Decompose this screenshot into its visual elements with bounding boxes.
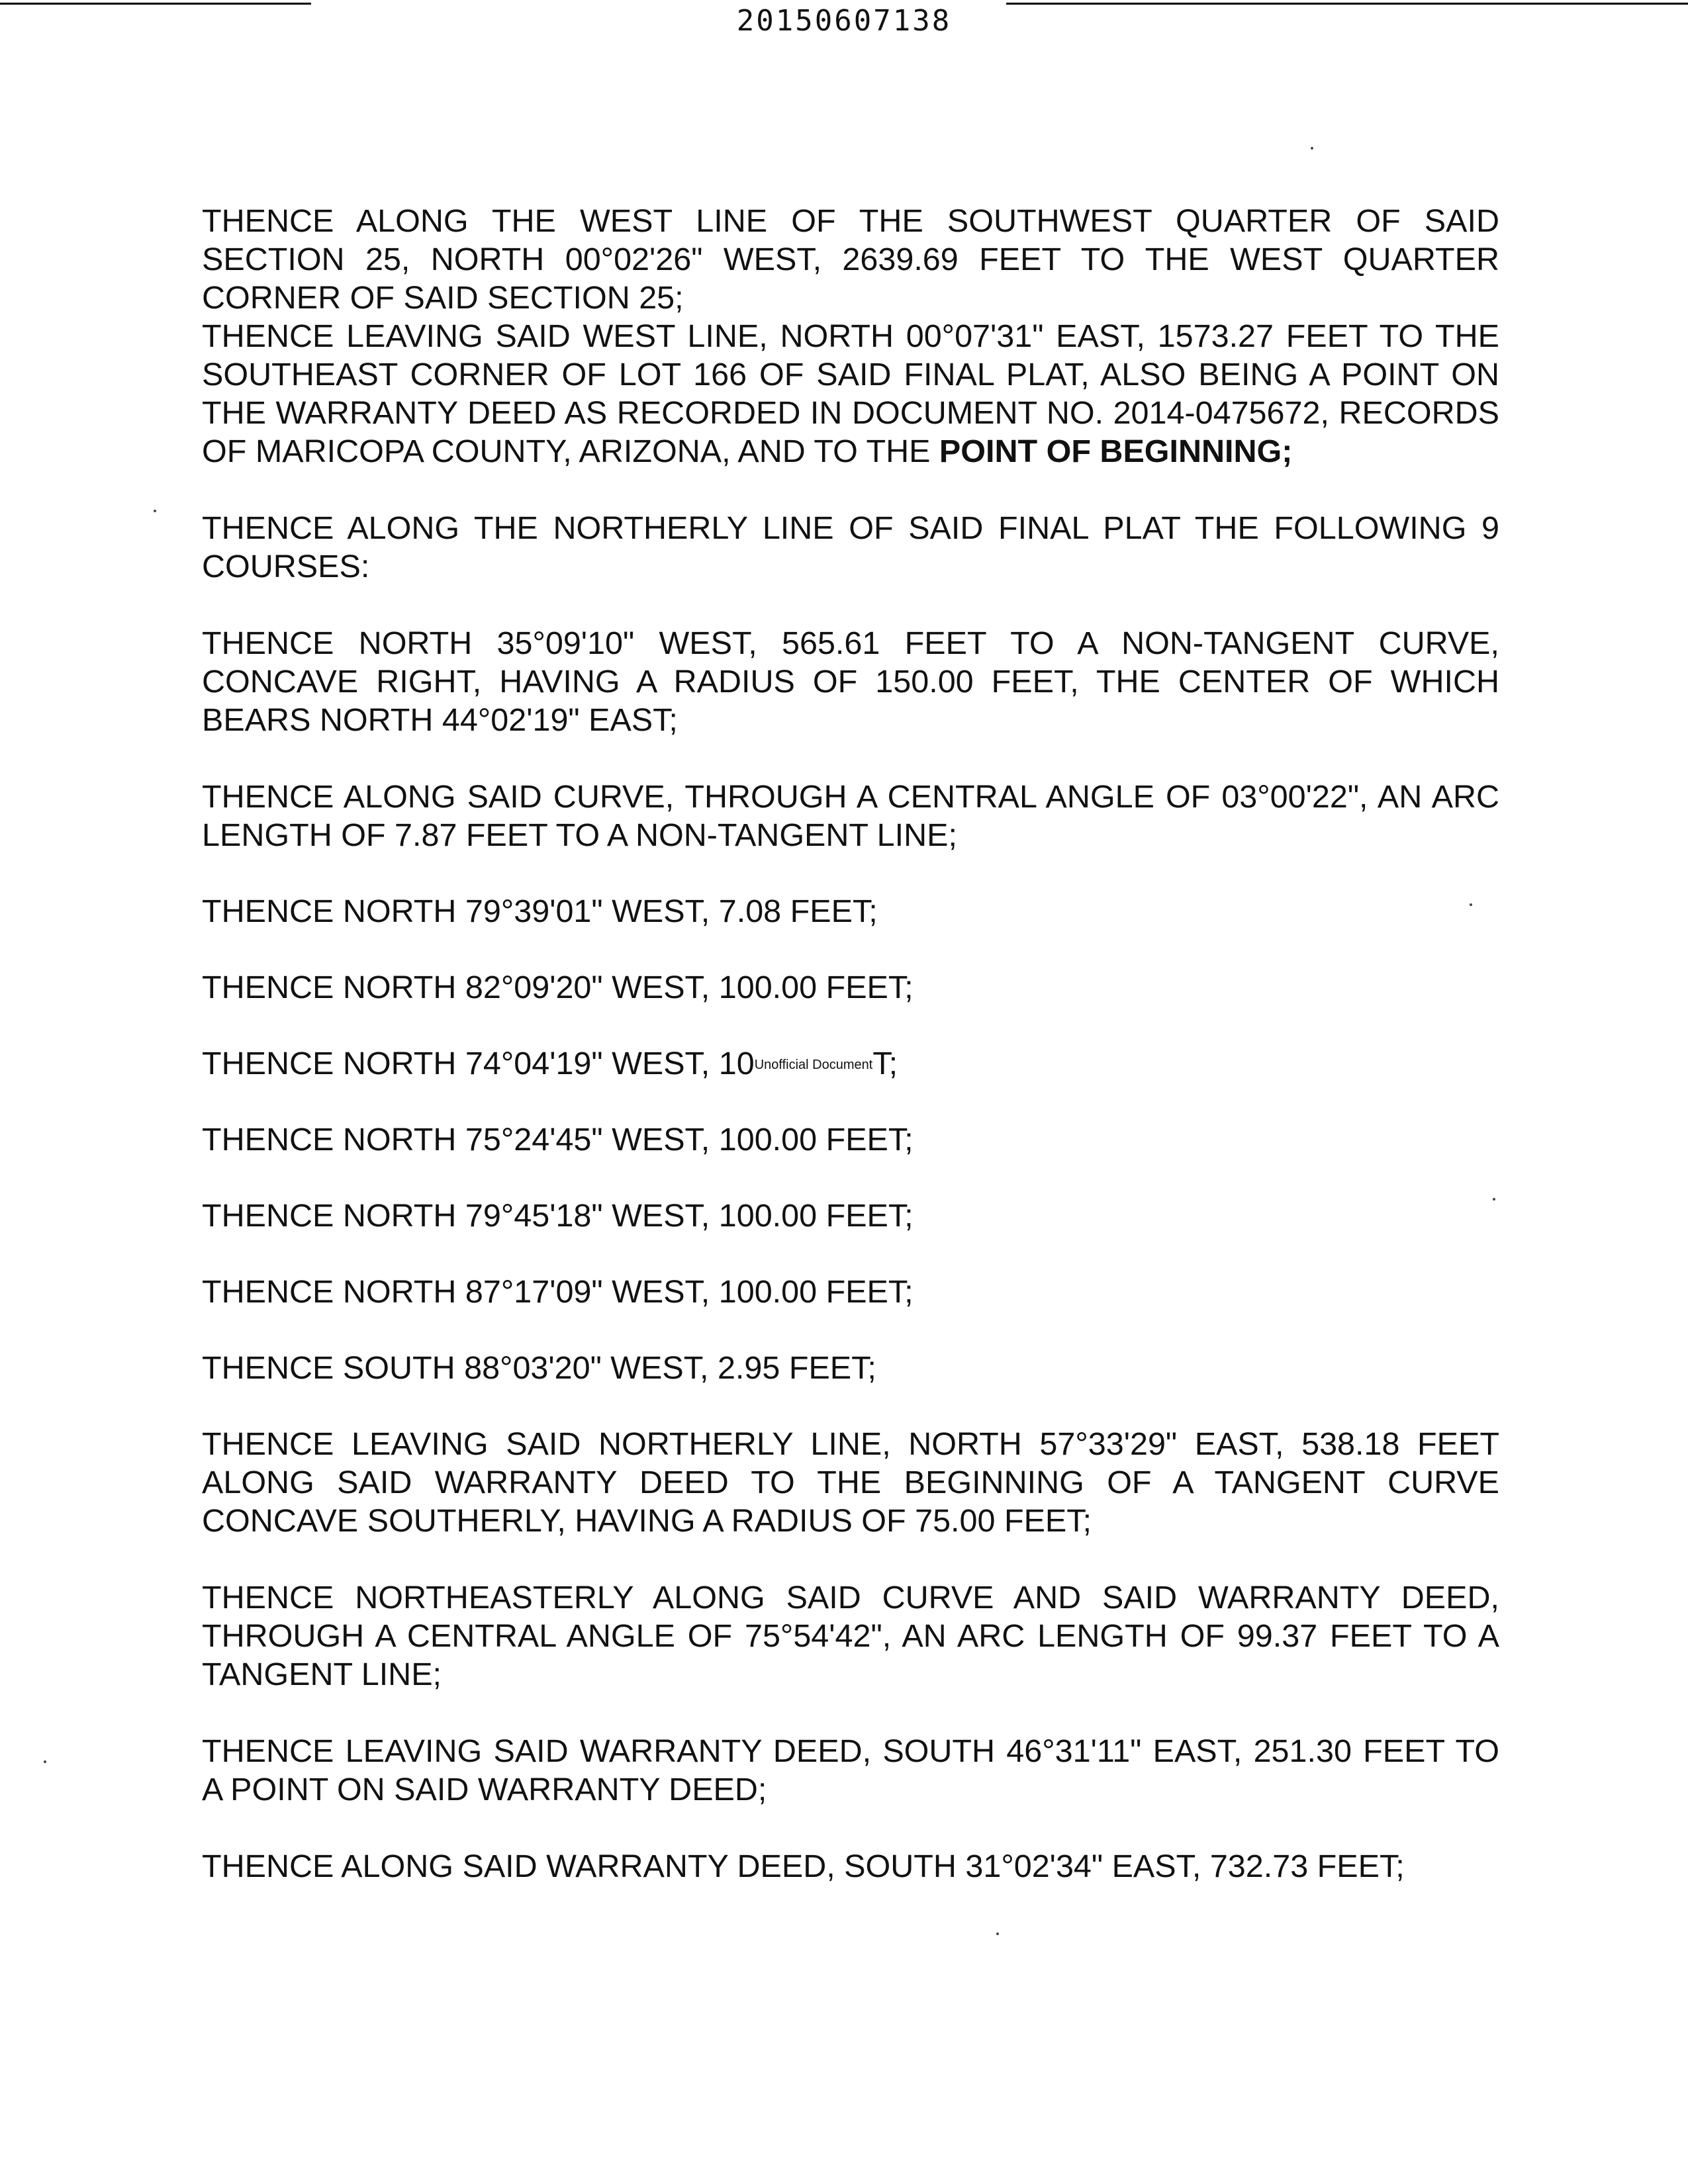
document-number: 20150607138 — [736, 4, 952, 38]
paragraph-leaving-west-line — [202, 317, 1499, 471]
paragraph-along-warranty-deed: THENCE ALONG SAID WARRANTY DEED, SOUTH 31°02'34" EAST, 732.73 FEET; — [202, 1848, 1405, 1884]
paragraph-leaving-warranty-deed: THENCE LEAVING SAID WARRANTY DEED, SOUTH 46°31'11" EAST, 251.30 FEET TO A POINT ON SAID WARRANTY DEED; — [202, 1733, 1499, 1807]
scan-speck — [996, 1933, 999, 1935]
scan-speck — [44, 1760, 46, 1763]
paragraph-northerly-line: THENCE ALONG THE NORTHERLY LINE OF SAID FINAL PLAT THE FOLLOWING 9 COURSES: — [202, 510, 1499, 584]
scan-speck — [1311, 147, 1313, 150]
paragraph-leaving-west-line-text: THENCE LEAVING SAID WEST LINE, NORTH 00°07'31" EAST, 1573.27 FEET TO THE SOUTHEAST CORNER OF LOT 166 OF SAID FINAL PLAT, ALSO BEING A POINT ON THE WARRANTY DEED AS RECORDED IN DOCUMENT NO. 2014-0475672, RECORDS OF MARICOPA COUNTY, ARIZONA, AND TO THE — [202, 318, 1499, 469]
point-of-beginning: POINT OF BEGINNING; — [939, 433, 1293, 469]
scan-speck — [1470, 903, 1472, 906]
paragraph-leaving-northerly-line: THENCE LEAVING SAID NORTHERLY LINE, NORTH 57°33'29" EAST, 538.18 FEET ALONG SAID WARRANTY DEED TO THE BEGINNING OF A TANGENT CURVE CONCAVE SOUTHERLY, HAVING A RADIUS OF 75.00 FEET; — [202, 1426, 1499, 1539]
course-3: THENCE NORTH 82°09'20" WEST, 100.00 FEET; — [202, 970, 914, 1005]
course-1: THENCE NORTH 35°09'10" WEST, 565.61 FEET TO A NON-TANGENT CURVE, CONCAVE RIGHT, HAVING A RADIUS OF 150.00 FEET, THE CENTER OF WHICH BEARS NORTH 44°02'19" EAST; — [202, 625, 1499, 738]
paragraph-northeasterly-curve: THENCE NORTHEASTERLY ALONG SAID CURVE AND SAID WARRANTY DEED, THROUGH A CENTRAL ANGLE OF 75°54'42", AN ARC LENGTH OF 99.37 FEET TO A TANGENT LINE; — [202, 1580, 1499, 1692]
paragraph-west-line: THENCE ALONG THE WEST LINE OF THE SOUTHWEST QUARTER OF SAID SECTION 25, NORTH 00°02'26" WEST, 2639.69 FEET TO THE WEST QUARTER CORNER OF SAID SECTION 25; — [202, 203, 1499, 316]
course-8: THENCE SOUTH 88°03'20" WEST, 2.95 FEET; — [202, 1350, 876, 1386]
scan-speck — [1493, 1198, 1495, 1201]
course-5: THENCE NORTH 75°24'45" WEST, 100.00 FEET; — [202, 1122, 914, 1158]
course-4-text: THENCE NORTH 74°04'19" WEST, 10 — [202, 1046, 755, 1081]
course-2: THENCE NORTH 79°39'01" WEST, 7.08 FEET; — [202, 893, 878, 929]
scan-speck — [154, 510, 156, 512]
course-curve: THENCE ALONG SAID CURVE, THROUGH A CENTRAL ANGLE OF 03°00'22", AN ARC LENGTH OF 7.87 FEET TO A NON-TANGENT LINE; — [202, 779, 1499, 853]
course-4 — [202, 1044, 1499, 1083]
course-7: THENCE NORTH 87°17'09" WEST, 100.00 FEET; — [202, 1274, 914, 1310]
unofficial-document-watermark: Unofficial Document — [754, 1058, 873, 1072]
course-6: THENCE NORTH 79°45'18" WEST, 100.00 FEET; — [202, 1198, 914, 1234]
course-4-tail: T; — [872, 1046, 898, 1081]
legal-description — [202, 202, 1499, 1886]
